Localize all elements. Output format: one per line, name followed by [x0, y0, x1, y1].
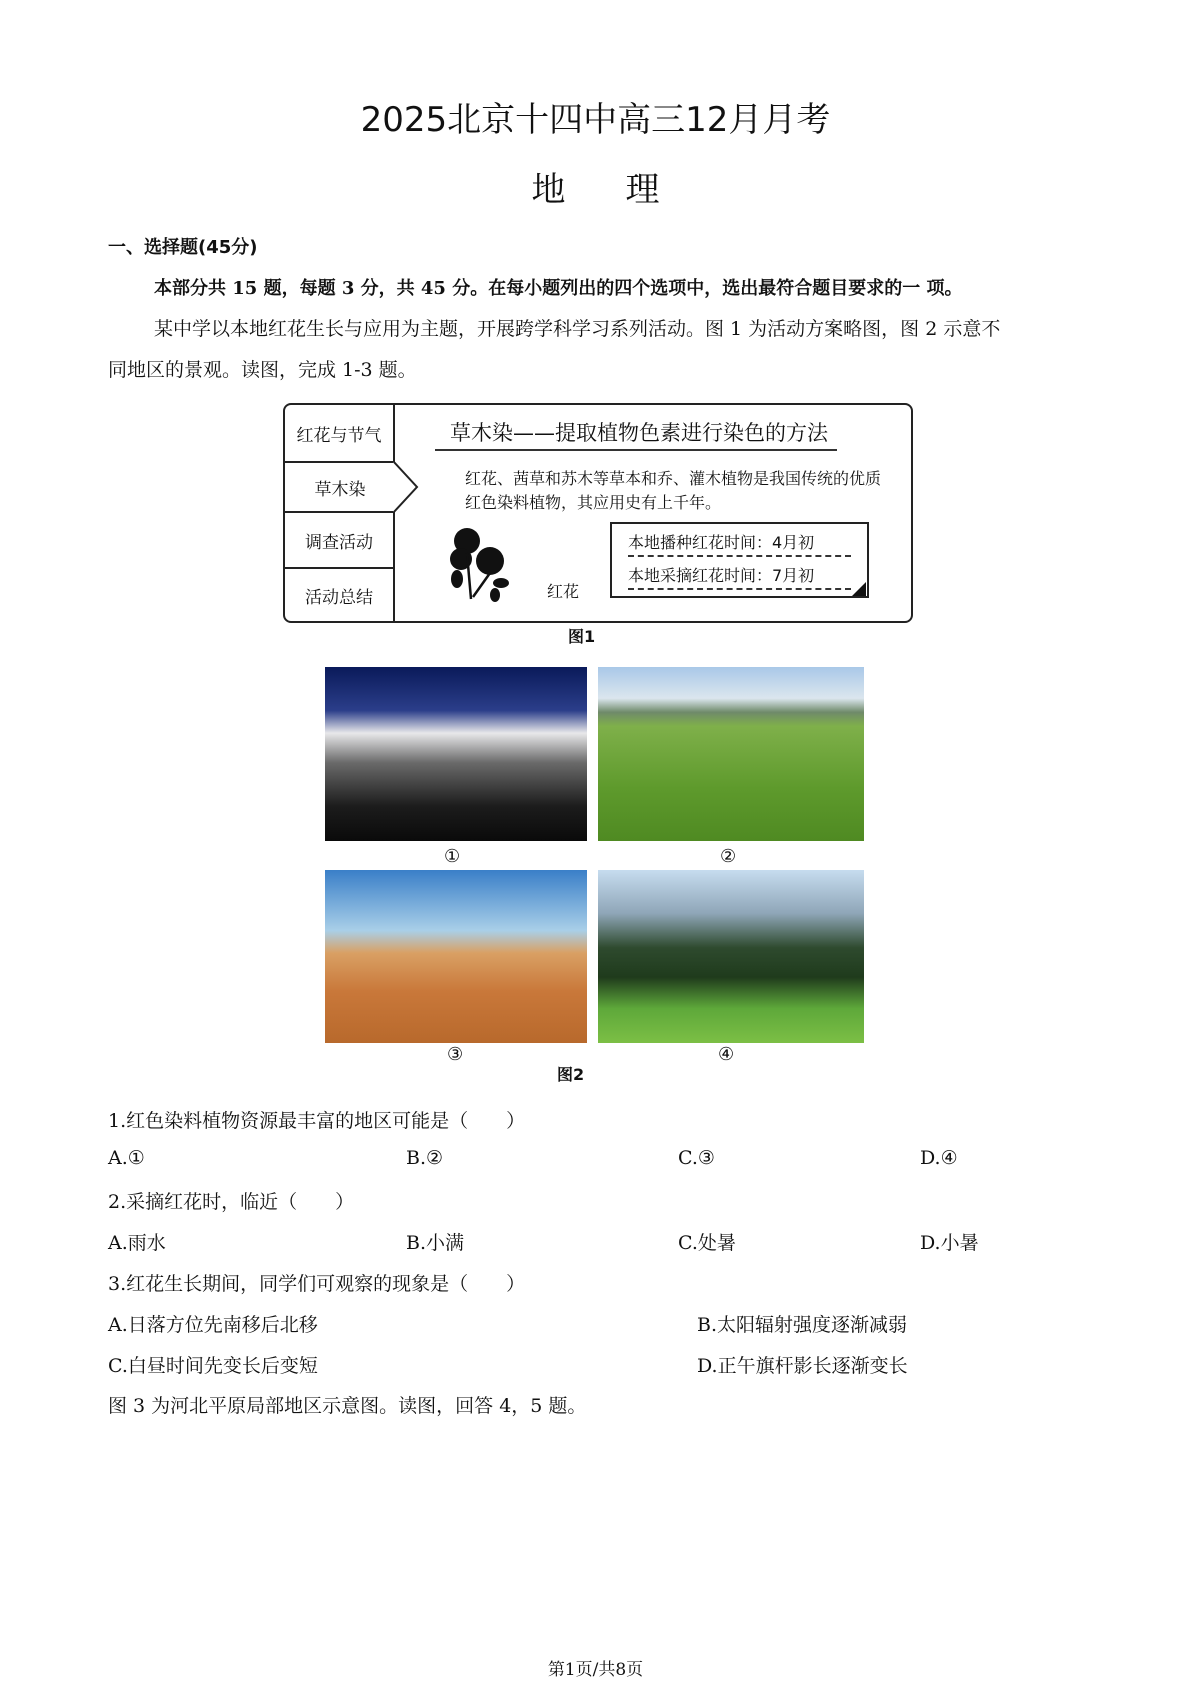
figure-1-title: 草木染——提取植物色素进行染色的方法 — [450, 421, 828, 445]
option-d[interactable]: D.正午旗杆影长逐渐变长 — [697, 1355, 908, 1377]
tab-arrow-icon — [391, 461, 421, 515]
option-b[interactable]: B.② — [406, 1147, 444, 1169]
section-heading: 一、选择题(45分) — [108, 237, 258, 258]
option-a[interactable]: A.雨水 — [108, 1232, 166, 1254]
figure-3-intro: 图 3 为河北平原局部地区示意图。读图，回答 4，5 题。 — [108, 1395, 587, 1417]
figure-1-description: 红花、茜草和苏木等草本和乔、灌木植物是我国传统的优质红色染料植物，其应用史有上千年。 — [465, 469, 882, 512]
option-d[interactable]: D.④ — [920, 1147, 958, 1169]
option-c[interactable]: C.③ — [678, 1147, 715, 1169]
page-curl-icon — [852, 582, 866, 596]
page-title: 2025北京十四中高三12月月考 — [360, 100, 831, 140]
option-d[interactable]: D.小暑 — [920, 1232, 979, 1254]
safflower-icon — [445, 523, 515, 603]
flower-label: 红花 — [547, 582, 580, 601]
question-2: 2.采摘红花时，临近（ ） — [108, 1191, 355, 1213]
figure-1-activity-plan — [283, 403, 913, 623]
photo-snow-mountains — [325, 667, 587, 841]
plan-tab: 红花与节气 — [285, 405, 395, 463]
photo-label: ① — [444, 846, 461, 867]
plan-tab: 活动总结 — [285, 569, 395, 621]
sowing-time: 本地播种红花时间：4月初 — [628, 528, 851, 557]
planting-note — [610, 522, 869, 598]
option-a[interactable]: A.日落方位先南移后北移 — [108, 1314, 318, 1336]
option-c[interactable]: C.白昼时间先变长后变短 — [108, 1355, 318, 1377]
photo-desert — [325, 870, 587, 1043]
question-1: 1.红色染料植物资源最丰富的地区可能是（ ） — [108, 1110, 526, 1132]
option-b[interactable]: B.太阳辐射强度逐渐减弱 — [697, 1314, 908, 1336]
intro-line: 同地区的景观。读图，完成 1-3 题。 — [108, 359, 417, 381]
photo-forest-meadow — [598, 870, 864, 1043]
photo-label: ③ — [447, 1044, 464, 1065]
option-b[interactable]: B.小满 — [406, 1232, 465, 1254]
photo-label: ② — [720, 846, 737, 867]
question-3: 3.红花生长期间，同学们可观察的现象是（ ） — [108, 1273, 526, 1295]
subject-title: 地理 — [531, 170, 720, 210]
photo-label: ④ — [718, 1044, 735, 1065]
figure-2-caption: 图2 — [557, 1065, 585, 1084]
section-instruction: 本部分共 15 题，每题 3 分，共 45 分。在每小题列出的四个选项中，选出最符合题目要求的一 项。 — [154, 278, 963, 299]
picking-time: 本地采摘红花时间：7月初 — [628, 561, 851, 590]
divider — [435, 449, 837, 451]
plan-tab-active: 草木染 — [285, 463, 395, 513]
figure-1-caption: 图1 — [568, 627, 596, 646]
option-c[interactable]: C.处暑 — [678, 1232, 736, 1254]
intro-line: 某中学以本地红花生长与应用为主题，开展跨学科学习系列活动。图 1 为活动方案略图，图 2 示意不 — [154, 318, 1001, 340]
photo-grassland — [598, 667, 864, 841]
plan-tab: 调查活动 — [285, 513, 395, 569]
option-a[interactable]: A.① — [108, 1147, 145, 1169]
page-number: 第1页/共8页 — [547, 1660, 644, 1680]
